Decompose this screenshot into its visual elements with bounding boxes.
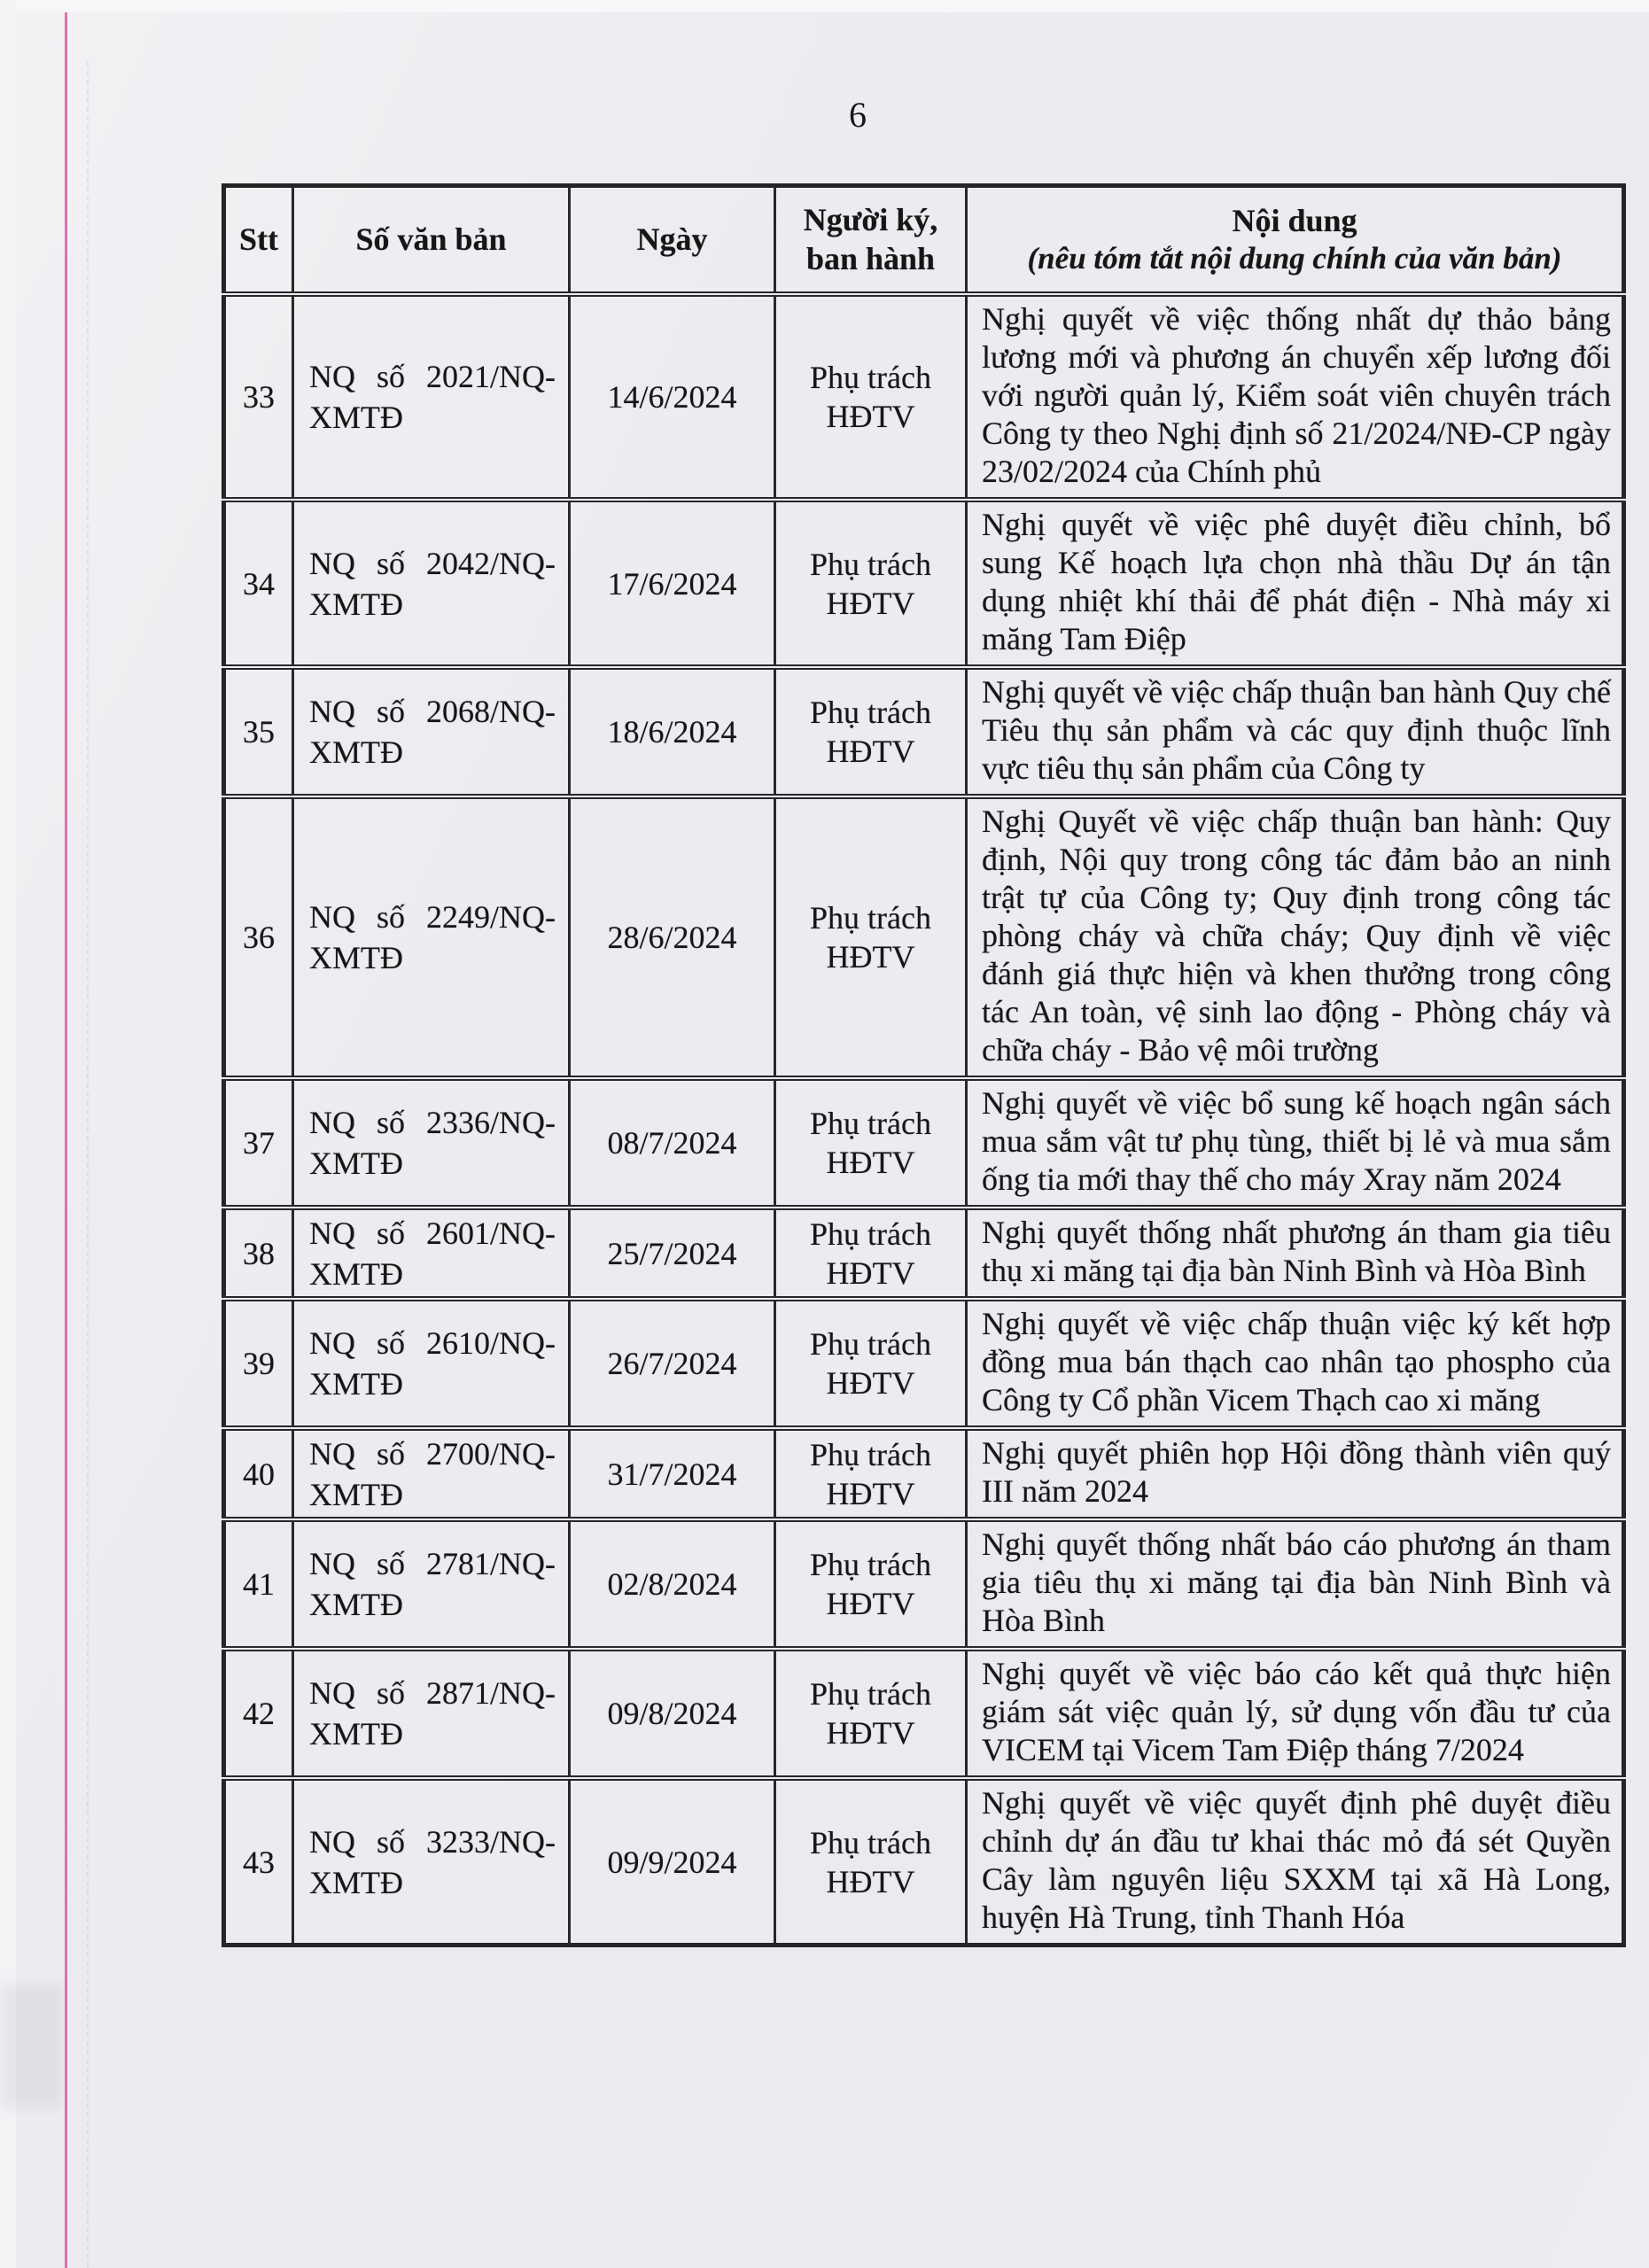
cell-noi-dung: Nghị quyết về việc chấp thuận việc ký kết hợp đồng mua bán thạch cao nhân tạo phospho của Công ty Cổ phần Vicem Thạch cao xi măng bbox=[967, 1299, 1624, 1428]
cell-nguoi-ky: Phụ trách HĐTV bbox=[775, 500, 967, 667]
cell-so-van-ban: NQ số 2021/NQ-XMTĐ bbox=[293, 294, 570, 500]
cell-nguoi-ky: Phụ trách HĐTV bbox=[775, 1078, 967, 1208]
cell-ngay: 31/7/2024 bbox=[570, 1428, 775, 1519]
cell-nguoi-ky: Phụ trách HĐTV bbox=[775, 1299, 967, 1428]
table-row bbox=[224, 1428, 1624, 1519]
cell-nguoi-ky: Phụ trách HĐTV bbox=[775, 1649, 967, 1778]
cell-so-van-ban: NQ số 2871/NQ-XMTĐ bbox=[293, 1649, 570, 1778]
cell-stt: 38 bbox=[224, 1208, 293, 1299]
cell-ngay: 18/6/2024 bbox=[570, 667, 775, 796]
cell-nguoi-ky: Phụ trách HĐTV bbox=[775, 1519, 967, 1649]
faint-margin-line bbox=[87, 62, 89, 2268]
cell-so-van-ban: NQ số 2336/NQ-XMTĐ bbox=[293, 1078, 570, 1208]
noi-dung-title: Nội dung bbox=[1232, 202, 1357, 238]
noi-dung-subtitle: (nêu tóm tắt nội dung chính của văn bản) bbox=[1027, 241, 1562, 276]
cell-nguoi-ky: Phụ trách HĐTV bbox=[775, 796, 967, 1078]
col-header-so-van-ban: Số văn bản bbox=[293, 186, 570, 295]
table-row bbox=[224, 294, 1624, 500]
page-number: 6 bbox=[849, 95, 867, 135]
table-row bbox=[224, 1208, 1624, 1299]
cell-ngay: 02/8/2024 bbox=[570, 1519, 775, 1649]
cell-noi-dung: Nghị quyết thống nhất báo cáo phương án tham gia tiêu thụ xi măng tại địa bàn Ninh Bình và Hòa Bình bbox=[967, 1519, 1624, 1649]
scan-shadow-artifact bbox=[0, 1984, 62, 2109]
nguoi-ky-line1: Người ký, bbox=[803, 202, 938, 238]
cell-noi-dung: Nghị quyết phiên họp Hội đồng thành viên quý III năm 2024 bbox=[967, 1428, 1624, 1519]
scan-top-edge bbox=[0, 0, 1649, 12]
nguoi-ky-line2: ban hành bbox=[805, 240, 936, 276]
cell-ngay: 28/6/2024 bbox=[570, 796, 775, 1078]
cell-stt: 43 bbox=[224, 1778, 293, 1946]
cell-nguoi-ky: Phụ trách HĐTV bbox=[775, 1208, 967, 1299]
cell-stt: 42 bbox=[224, 1649, 293, 1778]
cell-nguoi-ky: Phụ trách HĐTV bbox=[775, 1778, 967, 1946]
cell-noi-dung: Nghị quyết về việc quyết định phê duyệt điều chỉnh dự án đầu tư khai thác mỏ đá sét Quyền Cây làm nguyên liệu SXXM tại xã Hà Long, huyện Hà Trung, tỉnh Thanh Hóa bbox=[967, 1778, 1624, 1946]
notebook-margin-line bbox=[65, 12, 67, 2268]
cell-so-van-ban: NQ số 3233/NQ-XMTĐ bbox=[293, 1778, 570, 1946]
table-row bbox=[224, 1299, 1624, 1428]
table-row bbox=[224, 1649, 1624, 1778]
cell-stt: 34 bbox=[224, 500, 293, 667]
col-header-ngay: Ngày bbox=[570, 186, 775, 295]
cell-so-van-ban: NQ số 2068/NQ-XMTĐ bbox=[293, 667, 570, 796]
col-header-nguoi-ky bbox=[775, 186, 967, 295]
cell-stt: 33 bbox=[224, 294, 293, 500]
cell-ngay: 17/6/2024 bbox=[570, 500, 775, 667]
cell-noi-dung: Nghị quyết thống nhất phương án tham gia tiêu thụ xi măng tại địa bàn Ninh Bình và Hòa Bình bbox=[967, 1208, 1624, 1299]
cell-so-van-ban: NQ số 2700/NQ-XMTĐ bbox=[293, 1428, 570, 1519]
table-row bbox=[224, 1078, 1624, 1208]
cell-ngay: 25/7/2024 bbox=[570, 1208, 775, 1299]
cell-noi-dung: Nghị quyết về việc báo cáo kết quả thực hiện giám sát việc quản lý, sử dụng vốn đầu tư của VICEM tại Vicem Tam Điệp tháng 7/2024 bbox=[967, 1649, 1624, 1778]
cell-so-van-ban: NQ số 2249/NQ-XMTĐ bbox=[293, 796, 570, 1078]
cell-ngay: 26/7/2024 bbox=[570, 1299, 775, 1428]
cell-so-van-ban: NQ số 2042/NQ-XMTĐ bbox=[293, 500, 570, 667]
cell-ngay: 09/8/2024 bbox=[570, 1649, 775, 1778]
table-row bbox=[224, 500, 1624, 667]
documents-table bbox=[222, 183, 1626, 1947]
table-row bbox=[224, 796, 1624, 1078]
cell-nguoi-ky: Phụ trách HĐTV bbox=[775, 667, 967, 796]
cell-noi-dung: Nghị quyết về việc phê duyệt điều chỉnh, bổ sung Kế hoạch lựa chọn nhà thầu Dự án tận dụng nhiệt khí thải để phát điện - Nhà máy xi măng Tam Điệp bbox=[967, 500, 1624, 667]
cell-noi-dung: Nghị quyết về việc bổ sung kế hoạch ngân sách mua sắm vật tư phụ tùng, thiết bị lẻ và mua sắm ống tia mới thay thế cho máy Xray năm 2024 bbox=[967, 1078, 1624, 1208]
table-row bbox=[224, 1778, 1624, 1946]
cell-stt: 35 bbox=[224, 667, 293, 796]
cell-noi-dung: Nghị quyết về việc thống nhất dự thảo bảng lương mới và phương án chuyển xếp lương đối với người quản lý, Kiểm soát viên chuyên trách Công ty theo Nghị định số 21/2024/NĐ-CP ngày 23/02/2024 của Chính phủ bbox=[967, 294, 1624, 500]
col-header-noi-dung bbox=[967, 186, 1624, 295]
cell-stt: 36 bbox=[224, 796, 293, 1078]
cell-noi-dung: Nghị quyết về việc chấp thuận ban hành Quy chế Tiêu thụ sản phẩm và các quy định thuộc lĩnh vực tiêu thụ sản phẩm của Công ty bbox=[967, 667, 1624, 796]
cell-stt: 37 bbox=[224, 1078, 293, 1208]
cell-so-van-ban: NQ số 2601/NQ-XMTĐ bbox=[293, 1208, 570, 1299]
table-row bbox=[224, 1519, 1624, 1649]
table-header-row bbox=[224, 186, 1624, 295]
cell-ngay: 14/6/2024 bbox=[570, 294, 775, 500]
cell-so-van-ban: NQ số 2781/NQ-XMTĐ bbox=[293, 1519, 570, 1649]
cell-nguoi-ky: Phụ trách HĐTV bbox=[775, 294, 967, 500]
table-row bbox=[224, 667, 1624, 796]
col-header-stt: Stt bbox=[224, 186, 293, 295]
cell-ngay: 09/9/2024 bbox=[570, 1778, 775, 1946]
cell-noi-dung: Nghị Quyết về việc chấp thuận ban hành: Quy định, Nội quy trong công tác đảm bảo an ninh trật tự của Công ty; Quy định trong công tác phòng cháy và chữa cháy; Quy định về việc đánh giá thực hiện và khen thưởng trong công tác An toàn, vệ sinh lao động - Phòng cháy và chữa cháy - Bảo vệ môi trường bbox=[967, 796, 1624, 1078]
cell-so-van-ban: NQ số 2610/NQ-XMTĐ bbox=[293, 1299, 570, 1428]
scan-left-edge bbox=[0, 0, 16, 2268]
cell-stt: 39 bbox=[224, 1299, 293, 1428]
cell-stt: 41 bbox=[224, 1519, 293, 1649]
cell-nguoi-ky: Phụ trách HĐTV bbox=[775, 1428, 967, 1519]
cell-stt: 40 bbox=[224, 1428, 293, 1519]
cell-ngay: 08/7/2024 bbox=[570, 1078, 775, 1208]
